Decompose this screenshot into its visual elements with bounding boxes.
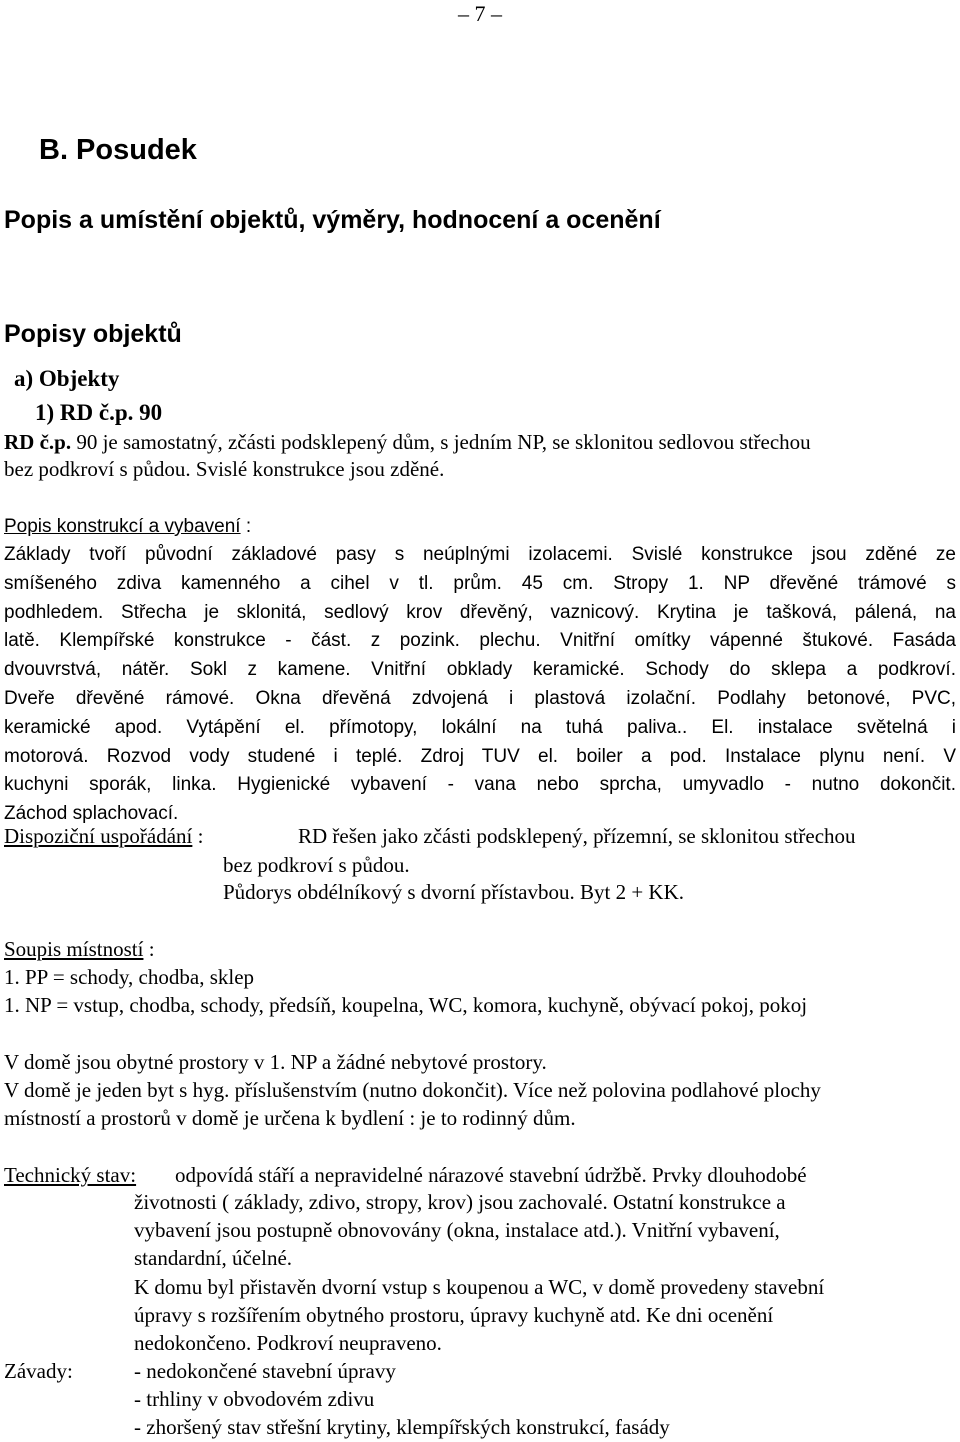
objekty-list-item: a) Objekty <box>14 366 120 391</box>
popis-paragraph <box>4 541 956 829</box>
subheading: Popisy objektů <box>4 320 182 348</box>
popis-line: kuchyni sporák, linka. Hygienické vybavení - vana nebo sprcha, umyvadlo - nutno dokončit. <box>4 774 956 796</box>
zavady-item: - zhoršený stav střešní krytiny, klempířských konstrukcí, fasády <box>134 1415 670 1439</box>
section-title: B. Posudek <box>39 134 197 166</box>
dispozice-line-1: RD řešen jako zčásti podsklepený, přízemní, se sklonitou střechou <box>298 824 856 848</box>
dispozice-label <box>4 822 203 850</box>
popis-line: latě. Klempířské konstrukce - část. z pozink. plechu. Vnitřní omítky vápenné štukové. Fasáda <box>4 630 956 652</box>
byt-line-2: V domě je jeden byt s hyg. příslušenstvím (nutno dokončit). Více než polovina podlahové plochy <box>4 1078 821 1102</box>
soupis-label-text: Soupis místností <box>4 937 144 961</box>
technicky-line: životnosti ( základy, zdivo, stropy, krov) jsou zachovalé. Ostatní konstrukce a <box>134 1190 786 1214</box>
technicky-line: vybavení jsou postupně obnovovány (okna, instalace atd.). Vnitřní vybavení, <box>134 1218 780 1242</box>
page-number: – 7 – <box>458 1 502 26</box>
technicky-line: odpovídá stáří a nepravidelné nárazové stavební údržbě. Prvky dlouhodobé <box>175 1163 807 1187</box>
popis-line: Záchod splachovací. <box>4 803 179 825</box>
technicky-label: Technický stav: <box>4 1163 137 1187</box>
soupis-colon: : <box>143 937 155 961</box>
soupis-label <box>4 935 155 963</box>
dispozice-line-2: bez podkroví s půdou. <box>223 853 410 877</box>
intro-bold: RD č.p. <box>4 430 72 454</box>
main-heading: Popis a umístění objektů, výměry, hodnocení a ocenění <box>4 206 661 234</box>
rd-list-item: 1) RD č.p. 90 <box>35 400 163 425</box>
zavady-item: - nedokončené stavební úpravy <box>134 1359 396 1383</box>
popis-line: podhledem. Střecha je sklonitá, sedlový krov dřevěný, vaznicový. Krytina je tašková, pálená, na <box>4 601 956 623</box>
popis-label: Popis konstrukcí a vybavení <box>4 516 241 537</box>
intro-line-2: bez podkroví s půdou. Svislé konstrukce jsou zděné. <box>4 457 445 481</box>
intro-rest: 90 je samostatný, zčásti podsklepený dům, s jedním NP, se sklonitou sedlovou střechou <box>71 430 811 454</box>
zavady-label: Závady: <box>4 1359 73 1383</box>
byt-line-3: místností a prostorů v domě je určena k bydlení : je to rodinný dům. <box>4 1106 576 1130</box>
technicky-line: standardní, účelné. <box>134 1246 293 1270</box>
soupis-pp: 1. PP = schody, chodba, sklep <box>4 965 255 989</box>
popis-line: Základy tvoří původní základové pasy s neúplnými izolacemi. Svislé konstrukce jsou zděné ze <box>4 544 956 565</box>
popis-line: Dveře dřevěné rámové. Okna dřevěná zdvojená i plastová izolační. Podlahy betonové, PVC, <box>4 687 956 709</box>
zavady-item: - trhliny v obvodovém zdivu <box>134 1387 375 1411</box>
byt-line-1: V domě jsou obytné prostory v 1. NP a žádné nebytové prostory. <box>4 1050 547 1074</box>
popis-line: smíšeného zdiva kamenného a cihel v tl. prům. 45 cm. Stropy 1. NP dřevěné trámové s <box>4 572 956 594</box>
dispozice-label-text: Dispoziční uspořádání <box>4 824 193 848</box>
technicky-line: úpravy s rozšířením obytného prostoru, úpravy kuchyně atd. Ke dni ocenění <box>134 1303 774 1327</box>
popis-line: keramické apod. Vytápění el. přímotopy, lokální na tuhá paliva.. El. instalace světelná i <box>4 716 956 738</box>
technicky-line: K domu byl přistavěn dvorní vstup s koupenou a WC, v domě provedeny stavební <box>134 1275 825 1299</box>
popis-colon: : <box>240 516 252 537</box>
popis-heading <box>4 513 251 541</box>
popis-line: motorová. Rozvod vody studené i teplé. Zdroj TUV el. boiler a pod. Instalace plynu není. V <box>4 745 956 767</box>
popis-line: dvouvrstvá, nátěr. Sokl z kamene. Vnitřní obklady keramické. Schody do sklepa a podkroví. <box>4 659 956 681</box>
technicky-line: nedokončeno. Podkroví neupraveno. <box>134 1331 442 1355</box>
soupis-np: 1. NP = vstup, chodba, schody, předsíň, koupelna, WC, komora, kuchyně, obývací pokoj, pokoj <box>4 993 808 1017</box>
dispozice-line-3: Půdorys obdélníkový s dvorní přístavbou. Byt 2 + KK. <box>223 880 685 904</box>
dispozice-colon: : <box>192 824 204 848</box>
intro-line-1 <box>4 428 811 456</box>
